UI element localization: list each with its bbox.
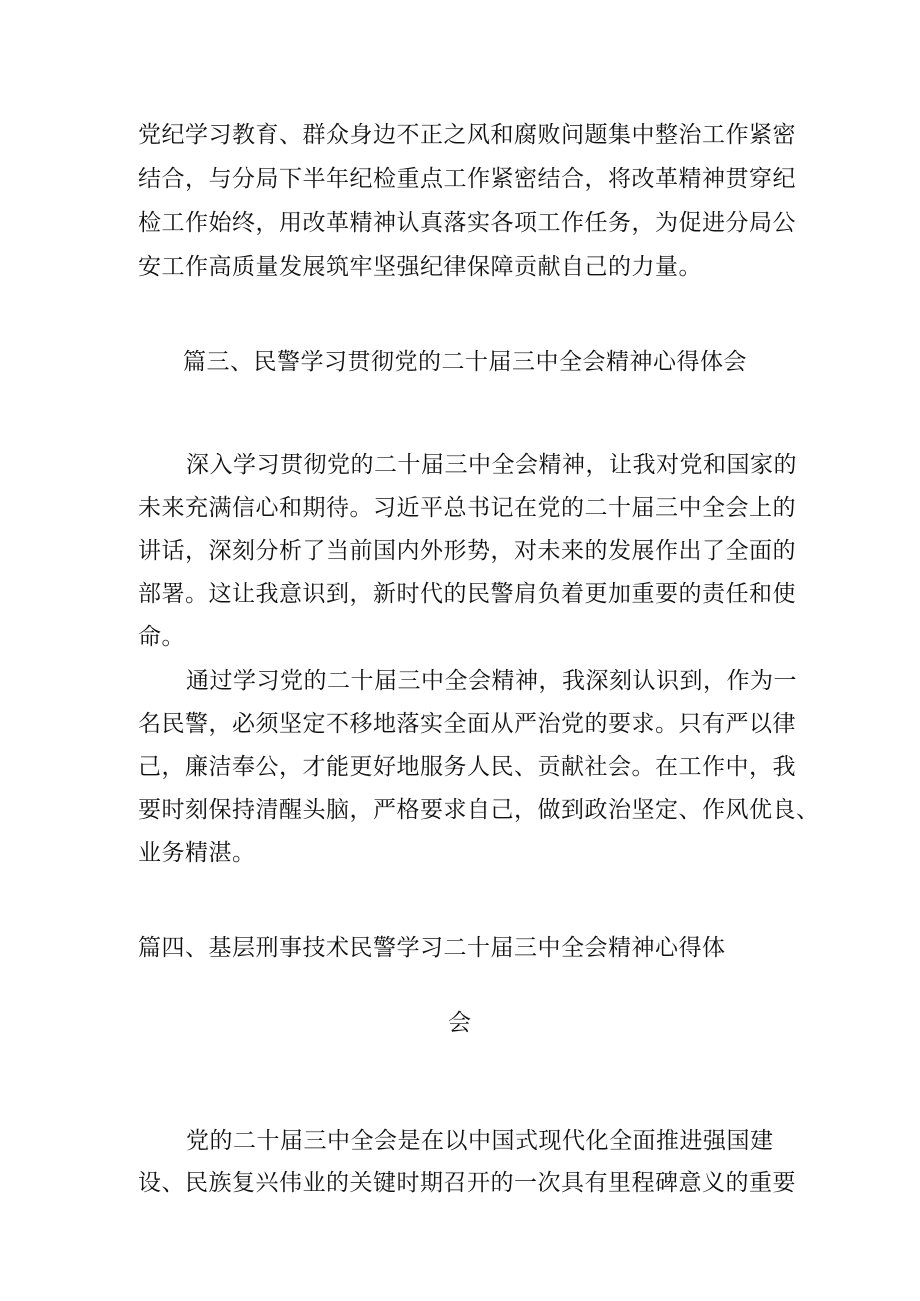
text-line: 业务精湛。 xyxy=(138,840,256,866)
text-line: 设、民族复兴伟业的关键时期召开的一次具有里程碑意义的重要 xyxy=(138,1170,796,1196)
text-line: 部署。这让我意识到，新时代的民警肩负着更加重要的责任和使 xyxy=(138,581,796,607)
section-four-title-line-1: 篇四、基层刑事技术民警学习二十届三中全会精神心得体 xyxy=(138,935,726,961)
text-line: 要时刻保持清醒头脑，严格要求自己，做到政治坚定、作风优良、 xyxy=(138,797,820,823)
section-four-title-line-2: 会 xyxy=(448,1010,472,1036)
text-line: 未来充满信心和期待。习近平总书记在党的二十届三中全会上的 xyxy=(138,495,796,521)
section-three-title: 篇三、民警学习贯彻党的二十届三中全会精神心得体会 xyxy=(183,349,747,375)
text-line: 结合，与分局下半年纪检重点工作紧密结合，将改革精神贯穿纪 xyxy=(138,166,796,192)
text-line: 检工作始终，用改革精神认真落实各项工作任务，为促进分局公 xyxy=(138,210,796,236)
text-line: 党纪学习教育、群众身边不正之风和腐败问题集中整治工作紧密 xyxy=(138,122,796,148)
text-line: 党的二十届三中全会是在以中国式现代化全面推进强国建 xyxy=(186,1128,774,1154)
text-line: 通过学习党的二十届三中全会精神，我深刻认识到，作为一 xyxy=(186,668,797,694)
text-line: 安工作高质量发展筑牢坚强纪律保障贡献自己的力量。 xyxy=(138,254,702,280)
text-line: 命。 xyxy=(138,624,185,650)
text-line: 己，廉洁奉公，才能更好地服务人民、贡献社会。在工作中，我 xyxy=(138,754,796,780)
text-line: 深入学习贯彻党的二十届三中全会精神，让我对党和国家的 xyxy=(186,452,797,478)
text-line: 讲话，深刻分析了当前国内外形势，对未来的发展作出了全面的 xyxy=(138,538,796,564)
text-line: 名民警，必须坚定不移地落实全面从严治党的要求。只有严以律 xyxy=(138,711,796,737)
